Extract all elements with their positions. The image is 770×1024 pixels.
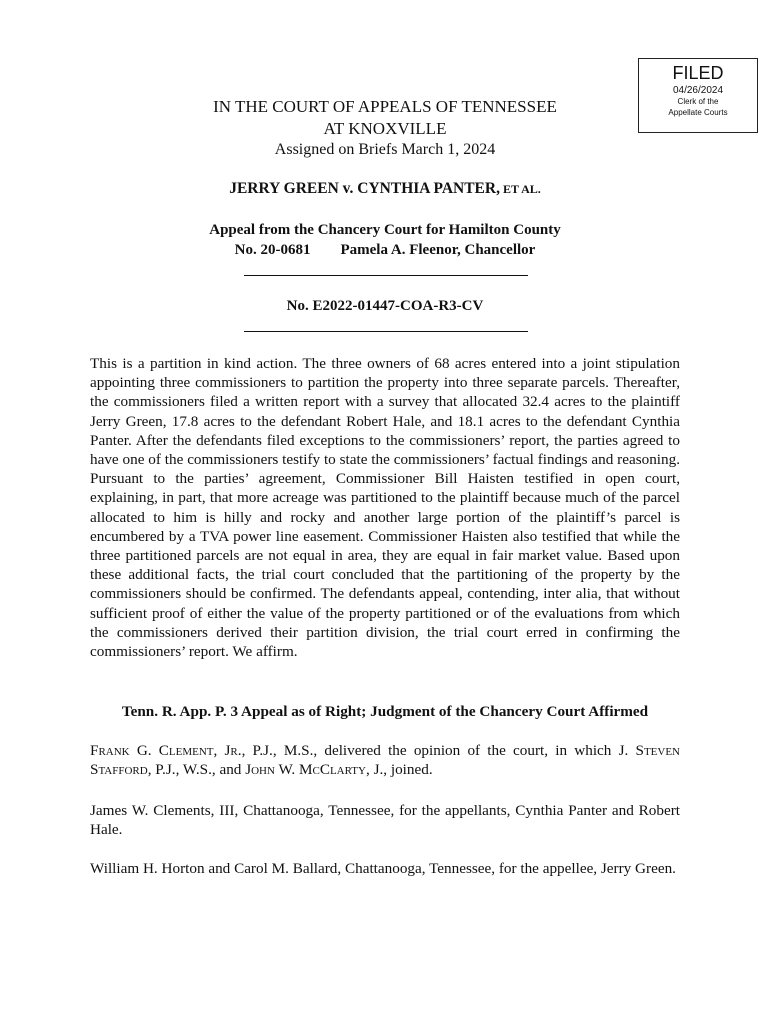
counsel-appellants: James W. Clements, III, Chattanooga, Tennessee, for the appellants, Cynthia Panter and Robert Hale. bbox=[90, 802, 680, 839]
assigned-date: Assigned on Briefs March 1, 2024 bbox=[274, 141, 496, 158]
filed-label: FILED bbox=[672, 63, 724, 83]
versus: v. bbox=[338, 180, 358, 197]
trial-judge: Pamela A. Fleenor, Chancellor bbox=[340, 242, 536, 258]
appeal-from: Appeal from the Chancery Court for Hamilton County bbox=[209, 222, 561, 238]
author-title: , P.J., M.S., delivered the opinion of the court, in which bbox=[241, 742, 619, 759]
plaintiff-name: JERRY GREEN bbox=[229, 180, 339, 197]
divider-top bbox=[244, 275, 528, 276]
trial-info bbox=[90, 240, 680, 260]
clerk-office-line: Appellate Courts bbox=[668, 108, 728, 117]
judge-3-name: John W. McClarty bbox=[245, 761, 366, 779]
counsel-appellee: William H. Horton and Carol M. Ballard, Chattanooga, Tennessee, for the appellee, Jerry Green. bbox=[90, 860, 676, 877]
divider-bottom bbox=[244, 331, 528, 332]
docket-number: No. E2022-01447-COA-R3-CV bbox=[286, 298, 484, 314]
case-caption bbox=[90, 180, 680, 198]
filed-date: 04/26/2024 bbox=[672, 85, 724, 96]
court-name: IN THE COURT OF APPEALS OF TENNESSEE bbox=[213, 97, 557, 116]
holding: Tenn. R. App. P. 3 Appeal as of Right; Judgment of the Chancery Court Affirmed bbox=[121, 703, 649, 720]
trial-number: No. 20-0681 bbox=[234, 242, 311, 258]
judge-2-name: J. Steven Stafford bbox=[90, 742, 680, 779]
author-name: Frank G. Clement, Jr. bbox=[90, 742, 242, 759]
court-location: AT KNOXVILLE bbox=[323, 119, 447, 138]
case-summary: This is a partition in kind action. The three owners of 68 acres entered into a joint stipulation appointing three commissioners to partition the property into three separate parcels. Thereafter, the commissioners filed a written report with a survey that allocated 32.4 acres to the plaintiff Jerry Green, 17.8 acres to the defendant Robert Hale, and 18.1 acres to the defendant Cynthia Panter. After the defendants filed exceptions to the commissioners’ report, the parties agreed to have one of the commissioners testify to state the commissioners’ factual findings and reasoning. Pursuant to the parties’ agreement, Commissioner Bill Haisten testified in open court, explaining, in part, that more acreage was partitioned to the plaintiff because much of the parcel allocated to him is hilly and rocky and another large portion of the plaintiff’s parcel is encumbered by a TVA power line easement. Commissioner Haisten also testified that while the three partitioned parcels are not equal in area, they are equal in fair market value. Based upon these additional facts, the trial court concluded that the partitioning of the property by the commissioners should be confirmed. The defendants appeal, contending, inter alia, that without sufficient proof of either the value of the property partitioned or of the evaluations from which the commissioners derived their partition division, the trial court erred in confirming the commissioners’ report. We affirm. bbox=[90, 355, 680, 661]
judge-2-title: , P.J., W.S., and bbox=[147, 761, 246, 779]
defendant-name: CYNTHIA PANTER, bbox=[357, 180, 500, 197]
clerk-line: Clerk of the bbox=[677, 97, 719, 106]
et-al: ET AL. bbox=[499, 182, 541, 196]
opinion-author-line bbox=[90, 741, 680, 779]
judge-3-title: , J., joined. bbox=[365, 761, 433, 779]
